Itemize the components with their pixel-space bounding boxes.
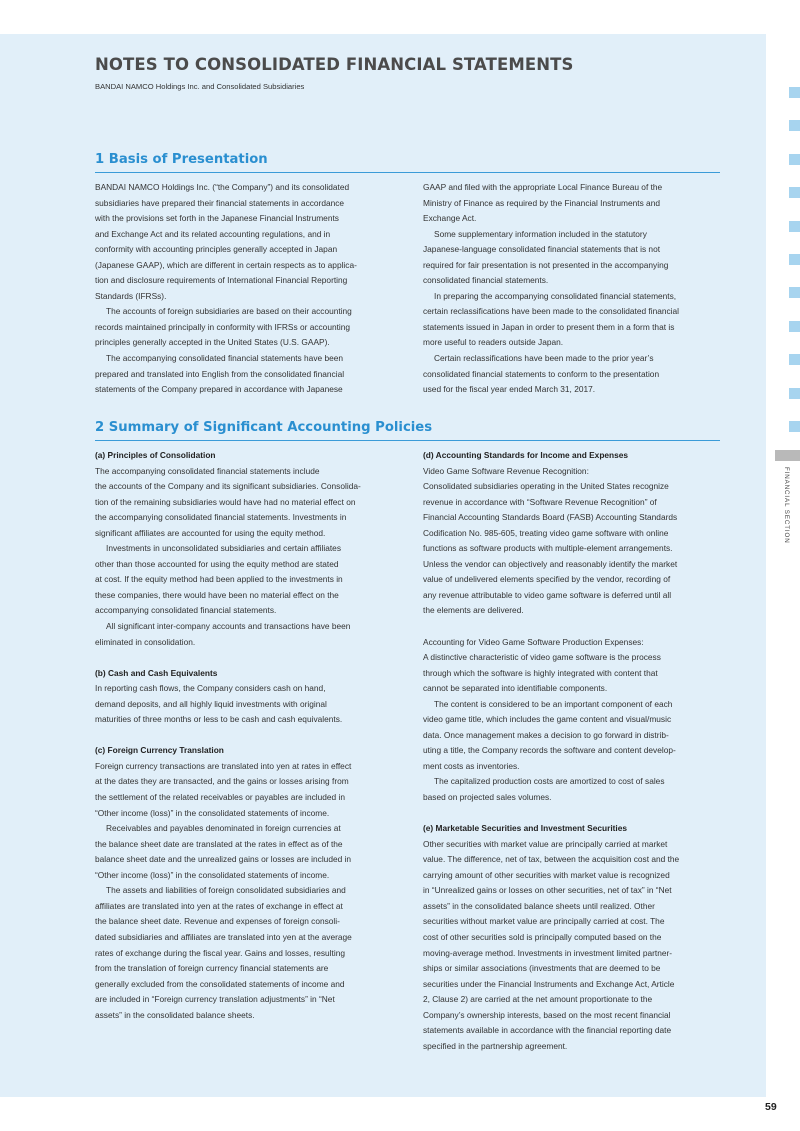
subsection-title-cash-equivalents: (b) Cash and Cash Equivalents xyxy=(95,667,218,678)
text-line: BANDAI NAMCO Holdings Inc. (“the Company”) and its consolidated xyxy=(95,182,350,192)
text-line: in “Unrealized gains or losses on other securities, net of tax” in “Net xyxy=(423,885,672,896)
subsection-title-principles-of-consolidation: (a) Principles of Consolidation xyxy=(95,450,216,460)
text-line: assets” in the consolidated balance sheets. xyxy=(95,1009,255,1020)
text-line: The assets and liabilities of foreign consolidated subsidiaries and xyxy=(106,885,346,896)
text-line: All significant inter-company accounts and transactions have been xyxy=(106,621,351,632)
text-line: “Other income (loss)” in the consolidated statements of income. xyxy=(95,869,330,880)
text-line: data. Once management makes a decision to go forward in distrib- xyxy=(423,729,669,740)
section-heading-accounting-policies xyxy=(95,418,720,441)
text-line: video game title, which includes the game content and visual/music xyxy=(423,714,672,725)
section-heading-text: 1 Basis of Presentation xyxy=(95,152,268,167)
text-line: GAAP and filed with the appropriate Local Finance Bureau of the xyxy=(423,182,663,192)
text-line: 2, Clause 2) are carried at the net amount proportionate to the xyxy=(423,994,653,1005)
text-line: at cost. If the equity method had been applied to the investments in xyxy=(95,574,343,585)
text-line: Receivables and payables denominated in foreign currencies at xyxy=(106,823,341,834)
text-line: “Other income (loss)” in the consolidated statements of income. xyxy=(95,807,330,818)
text-line: The accompanying consolidated financial statements have been xyxy=(106,353,344,364)
text-line: maturities of three months or less to be cash and cash equivalents. xyxy=(95,714,343,725)
text-line: securities without market value are principally carried at cost. The xyxy=(423,916,665,927)
index-tab-marker[interactable] xyxy=(789,321,800,332)
text-line: The accompanying consolidated financial statements include xyxy=(95,465,320,476)
text-line: records maintained principally in conformity with IFRSs or accounting xyxy=(95,321,351,332)
text-line: consolidated financial statements to conform to the presentation xyxy=(423,368,660,379)
text-line: uting a title, the Company records the software and content develop- xyxy=(423,745,676,756)
text-line: more useful to readers outside Japan. xyxy=(423,337,564,348)
section-heading-basis-of-presentation xyxy=(95,150,720,173)
text-line: based on projected sales volumes. xyxy=(423,792,552,803)
text-line: specified in the partnership agreement. xyxy=(423,1040,568,1051)
page-title: NOTES TO CONSOLIDATED FINANCIAL STATEMENTS xyxy=(95,55,574,74)
text-line: subsidiaries have prepared their financial statements in accordance xyxy=(95,197,345,208)
text-line: from the translation of foreign currency financial statements are xyxy=(95,963,329,974)
subsection-title-income-and-expenses: (d) Accounting Standards for Income and Expenses xyxy=(423,450,629,460)
index-tab-marker[interactable] xyxy=(789,221,800,232)
subsection-title-marketable-securities: (e) Marketable Securities and Investment Securities xyxy=(423,823,628,834)
text-line: conformity with accounting principles generally accepted in Japan xyxy=(95,244,338,255)
index-tab-marker[interactable] xyxy=(789,87,800,98)
section-index-tabs xyxy=(789,87,800,454)
text-line: The accounts of foreign subsidiaries are based on their accounting xyxy=(106,306,352,317)
text-line: securities under the Financial Instruments and Exchange Act, Article xyxy=(423,978,675,989)
text-line: the elements are delivered. xyxy=(423,605,524,616)
text-line: cost of other securities sold is principally computed based on the xyxy=(423,931,662,942)
text-line: statements issued in Japan in order to present them in a form that is xyxy=(423,321,675,332)
page-number: 59 xyxy=(765,1101,777,1113)
text-line: the balance sheet date. Revenue and expenses of foreign consoli- xyxy=(95,916,340,927)
index-tab-marker[interactable] xyxy=(789,154,800,165)
text-line: assets” in the consolidated balance sheets until realized. Other xyxy=(423,900,655,911)
text-line: the settlement of the related receivables or payables are included in xyxy=(95,792,345,803)
index-tab-marker[interactable] xyxy=(789,388,800,399)
text-line: consolidated financial statements. xyxy=(423,275,549,286)
text-line: The content is considered to be an important component of each xyxy=(434,698,673,709)
text-line: ment costs as inventories. xyxy=(423,760,520,771)
text-line: rates of exchange during the fiscal year. Gains and losses, resulting xyxy=(95,947,345,958)
text-line: prepared and translated into English from the consolidated financial xyxy=(95,368,345,379)
text-line: value of undelivered elements specified by the vendor, recording of xyxy=(423,574,671,585)
section2-right-column xyxy=(423,448,723,1054)
text-line: tion of the remaining subsidiaries would have had no material effect on xyxy=(95,496,356,507)
text-line: A distinctive characteristic of video game software is the process xyxy=(423,652,661,663)
text-line: Consolidated subsidiaries operating in the United States recognize xyxy=(423,481,669,492)
text-line: affiliates are translated into yen at the rates of exchange in effect at xyxy=(95,900,343,911)
text-line: In preparing the accompanying consolidated financial statements, xyxy=(434,290,677,301)
text-line: Foreign currency transactions are translated into yen at rates in effect xyxy=(95,760,352,771)
text-line: Ministry of Finance as required by the Financial Instruments and xyxy=(423,197,660,208)
text-line: certain reclassifications have been made to the consolidated financial xyxy=(423,306,680,317)
text-line: any revenue attributable to video game software is deferred until all xyxy=(423,589,672,600)
text-line: the accompanying consolidated financial statements. Investments in xyxy=(95,512,347,523)
text-line: Video Game Software Revenue Recognition: xyxy=(423,465,589,476)
section-side-label: FINANCIAL SECTION xyxy=(783,467,790,544)
text-line: Exchange Act. xyxy=(423,213,477,224)
section1-left-column xyxy=(95,180,395,398)
text-line: moving-average method. Investments in investment limited partner- xyxy=(423,947,673,958)
text-line: demand deposits, and all highly liquid investments with original xyxy=(95,698,327,709)
text-line: Investments in unconsolidated subsidiaries and certain affiliates xyxy=(106,543,341,554)
text-line: accompanying consolidated financial statements. xyxy=(95,605,277,616)
text-line: with the provisions set forth in the Japanese Financial Instruments xyxy=(95,213,339,224)
text-line: principles generally accepted in the United States (U.S. GAAP). xyxy=(95,337,330,348)
page-subtitle: BANDAI NAMCO Holdings Inc. and Consolidated Subsidiaries xyxy=(95,82,305,91)
text-line: statements available in accordance with the financial reporting date xyxy=(423,1025,672,1036)
text-line: at the dates they are transacted, and the gains or losses arising from xyxy=(95,776,349,787)
text-line: balance sheet date and the unrealized gains or losses are included in xyxy=(95,854,352,865)
text-line: Standards (IFRSs). xyxy=(95,290,167,301)
text-line: (Japanese GAAP), which are different in certain respects as to applica- xyxy=(95,259,357,270)
text-line: Accounting for Video Game Software Production Expenses: xyxy=(423,636,644,647)
text-line: Unless the vendor can objectively and reasonably identify the market xyxy=(423,558,678,569)
text-line: required for fair presentation is not presented in the accompanying xyxy=(423,259,669,270)
index-tab-marker[interactable] xyxy=(789,354,800,365)
text-line: ships or similar associations (investments that are deemed to be xyxy=(423,963,661,974)
text-line: functions as software products with multiple-element arrangements. xyxy=(423,543,673,554)
text-line: the balance sheet date are translated at the rates in effect as of the xyxy=(95,838,343,849)
text-line: are included in “Foreign currency translation adjustments” in “Net xyxy=(95,994,335,1005)
text-line: cannot be separated into identifiable components. xyxy=(423,683,608,694)
text-line: other than those accounted for using the equity method are stated xyxy=(95,558,339,569)
text-line: dated subsidiaries and affiliates are translated into yen at the average xyxy=(95,931,352,942)
text-line: Other securities with market value are principally carried at market xyxy=(423,838,668,849)
text-line: used for the fiscal year ended March 31, 2017. xyxy=(423,384,596,395)
text-line: In reporting cash flows, the Company considers cash on hand, xyxy=(95,683,326,694)
text-line: eliminated in consolidation. xyxy=(95,636,196,647)
text-line: and Exchange Act and its related accounting regulations, and in xyxy=(95,228,331,239)
text-line: Some supplementary information included in the statutory xyxy=(434,228,647,239)
text-line: through which the software is highly integrated with content that xyxy=(423,667,658,678)
index-tab-marker[interactable] xyxy=(789,287,800,298)
text-line: significant affiliates are accounted for using the equity method. xyxy=(95,527,326,538)
text-line: tion and disclosure requirements of International Financial Reporting xyxy=(95,275,348,286)
index-tab-marker[interactable] xyxy=(789,120,800,131)
index-tab-marker[interactable] xyxy=(789,421,800,432)
index-tab-marker[interactable] xyxy=(789,187,800,198)
text-line: the accounts of the Company and its significant subsidiaries. Consolida- xyxy=(95,481,361,492)
text-line: Japanese-language consolidated financial statements that is not xyxy=(423,244,661,255)
text-line: Codification No. 985-605, treating video game software with online xyxy=(423,527,669,538)
text-line: Company’s ownership interests, based on the most recent financial xyxy=(423,1009,671,1020)
text-line: value. The difference, net of tax, between the acquisition cost and the xyxy=(423,854,680,865)
text-line: generally excluded from the consolidated statements of income and xyxy=(95,978,345,989)
text-line: statements of the Company prepared in accordance with Japanese xyxy=(95,384,343,395)
text-line: The capitalized production costs are amortized to cost of sales xyxy=(434,776,665,787)
text-line: Financial Accounting Standards Board (FASB) Accounting Standards xyxy=(423,512,678,523)
text-line: these companies, there would have been no material effect on the xyxy=(95,589,339,600)
section1-right-column xyxy=(423,180,723,398)
subsection-title-foreign-currency-translation: (c) Foreign Currency Translation xyxy=(95,745,224,756)
section-heading-text: 2 Summary of Significant Accounting Policies xyxy=(95,420,433,435)
index-tab-marker[interactable] xyxy=(789,254,800,265)
active-section-tab[interactable] xyxy=(775,450,800,461)
text-line: revenue in accordance with “Software Revenue Recognition” of xyxy=(423,496,657,507)
text-line: carrying amount of other securities with market value is recognized xyxy=(423,869,670,880)
text-line: Certain reclassifications have been made to the prior year’s xyxy=(434,353,654,364)
section2-left-column xyxy=(95,448,395,1023)
